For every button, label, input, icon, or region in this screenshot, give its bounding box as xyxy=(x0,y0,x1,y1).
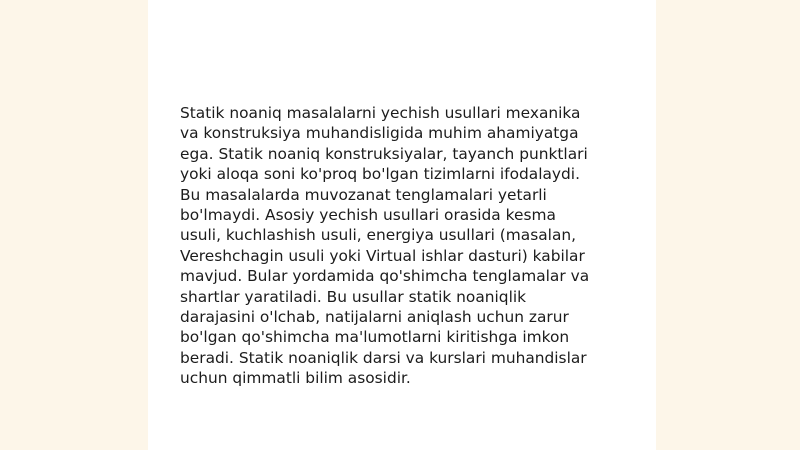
body-paragraph: Statik noaniq masalalarni yechish usullari mexanika va konstruksiya muhandisligida muhim ahamiyatga ega. Statik noaniq konstruksiyalar, tayanch punktlari yoki aloqa soni ko'proq bo'lgan tizimlarni ifodalaydi. Bu masalalarda muvozanat tenglamalari yetarli bo'lmaydi. Asosiy yechish usullari orasida kesma usuli, kuchlashish usuli, energiya usullari (masalan, Vereshchagin usuli yoki Virtual ishlar dasturi) kabilar mavjud. Bular yordamida qo'shimcha tenglamalar va shartlar yaratiladi. Bu usullar statik noaniqlik darajasini o'lchab, natijalarni aniqlash uchun zarur bo'lgan qo'shimcha ma'lumotlarni kiritishga imkon beradi. Statik noaniqlik darsi va kurslari muhandislar uchun qimmatli bilim asosidir. xyxy=(180,104,590,388)
document-page xyxy=(148,0,656,450)
